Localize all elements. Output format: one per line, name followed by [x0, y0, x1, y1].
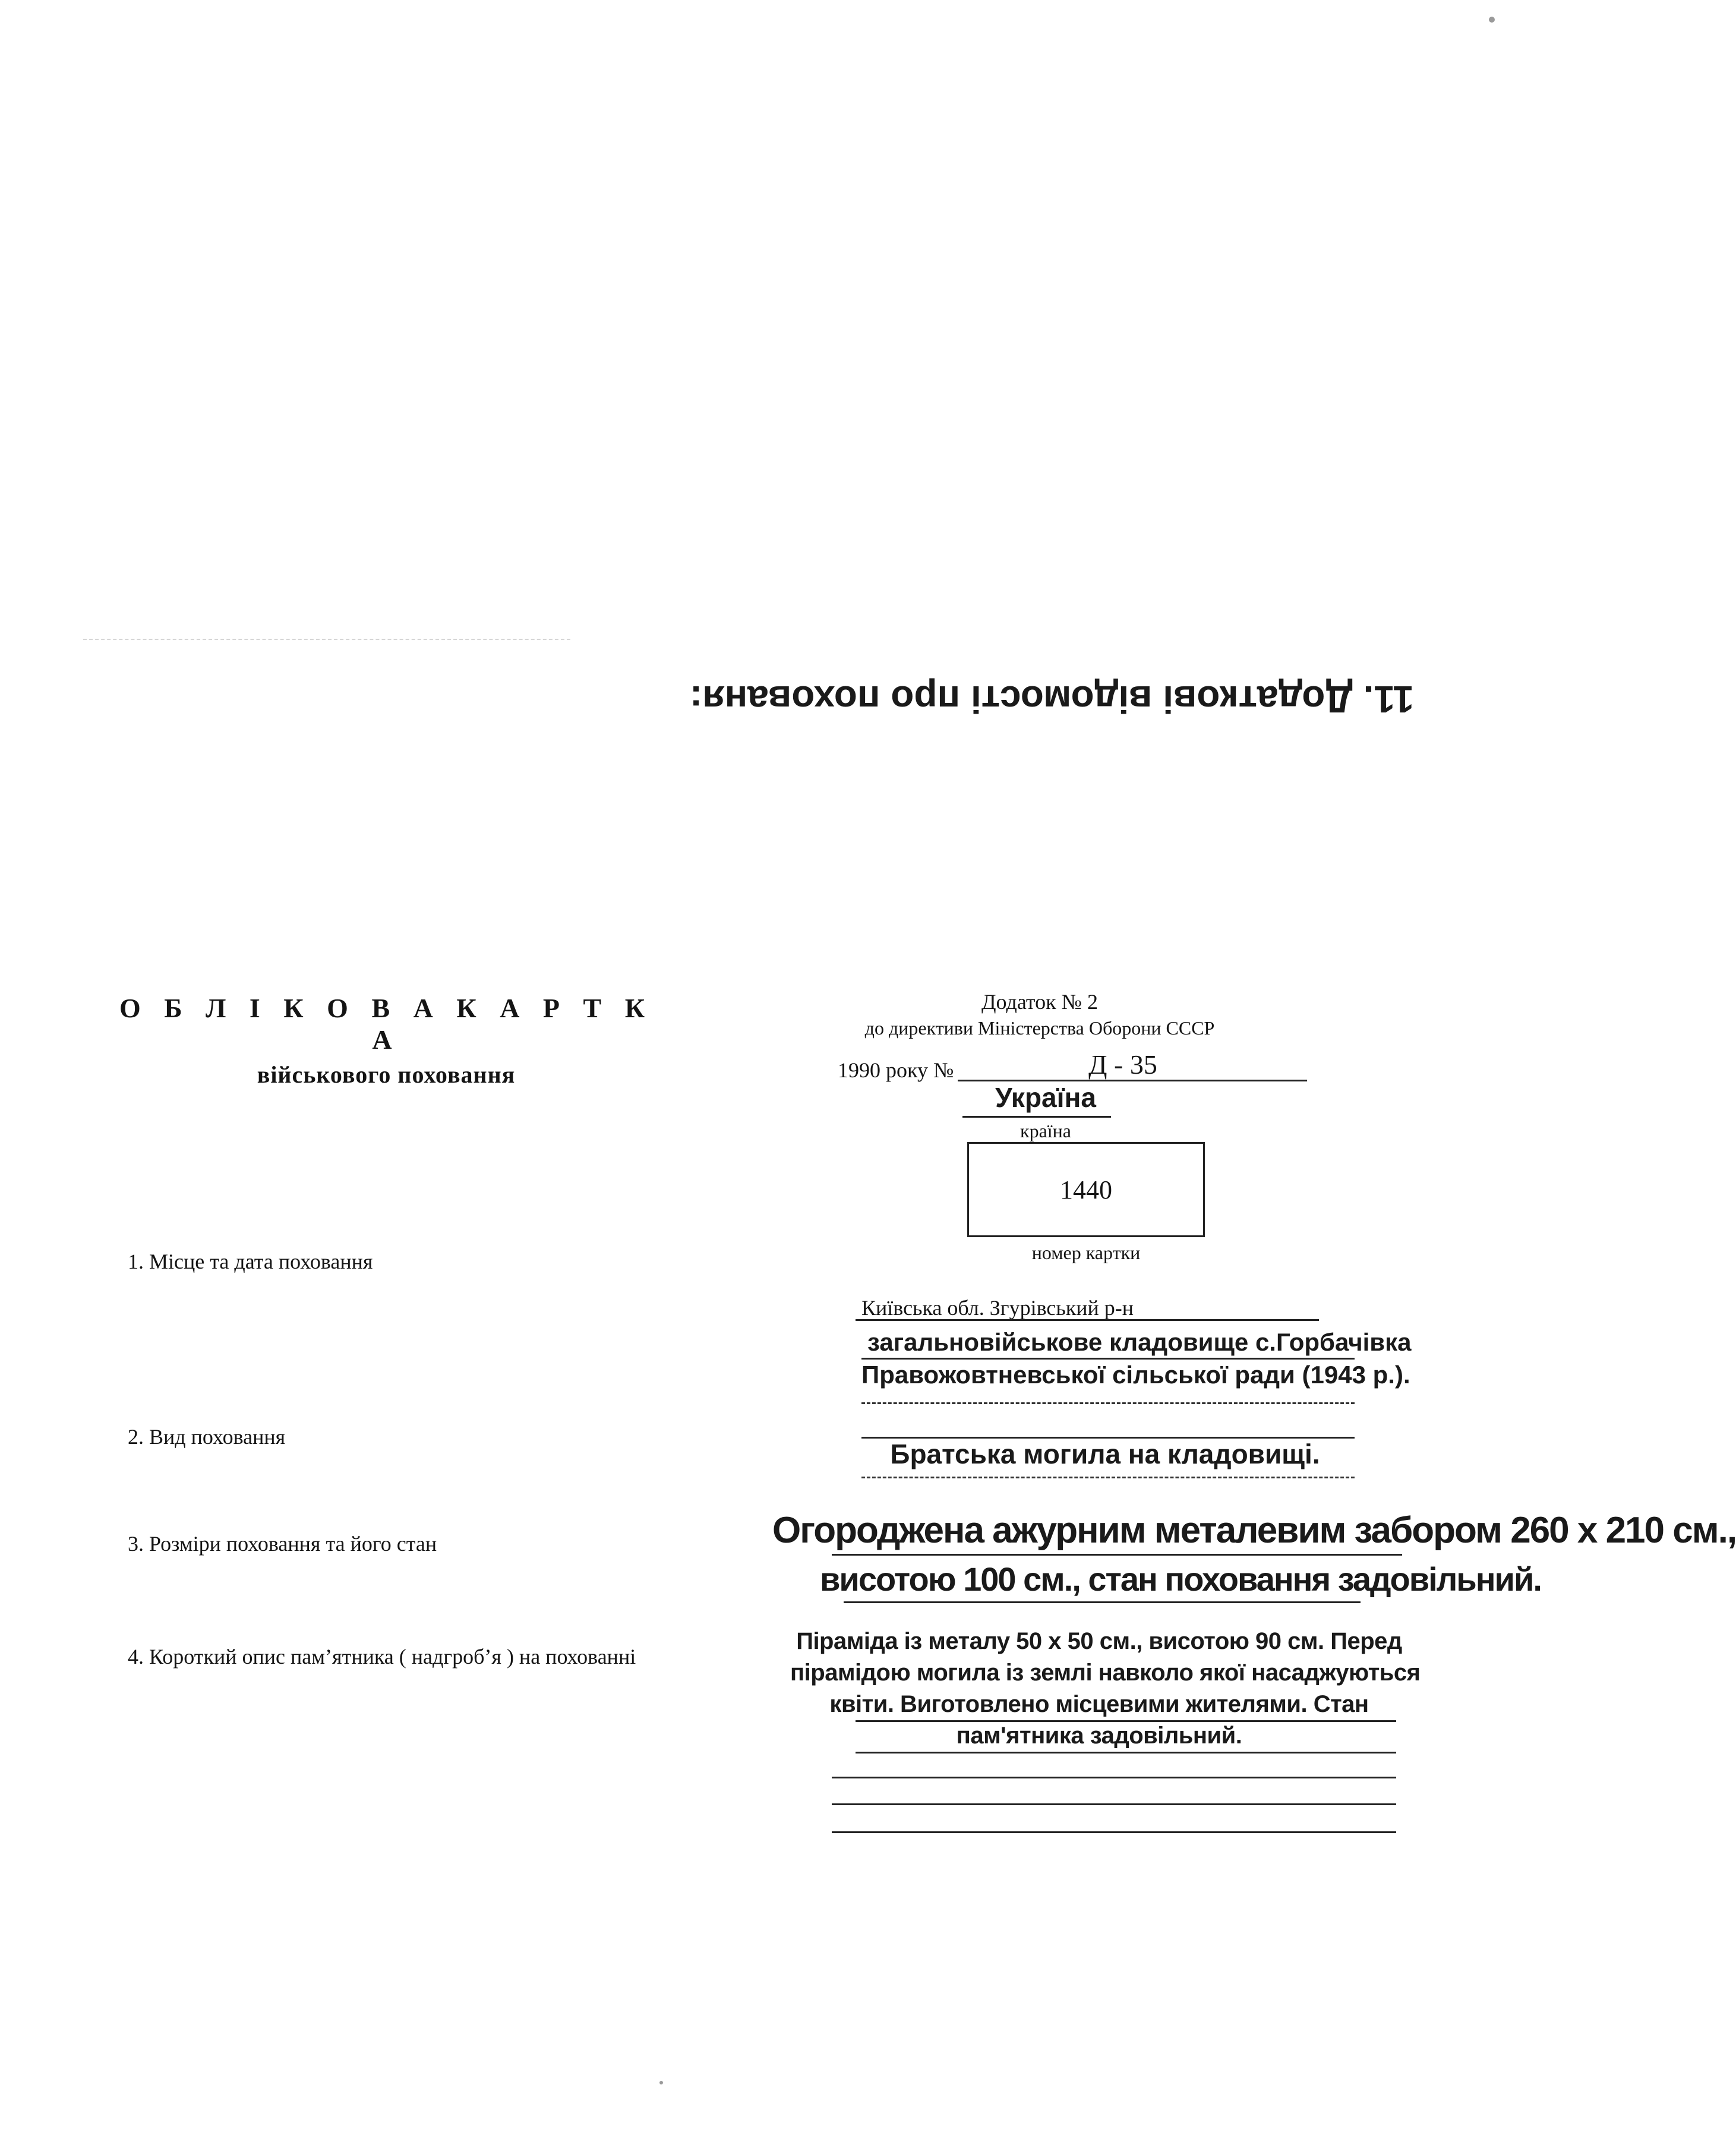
type-underline	[861, 1477, 1355, 1478]
reverse-side-heading: 11. Додаткові відомості про похованя:	[689, 678, 1414, 721]
burial-size-line-2: висотою 100 см., стан поховання задовільний.	[820, 1560, 1541, 1598]
size-line-2-underline	[844, 1601, 1361, 1603]
directive-year-label: 1990 року №	[838, 1058, 954, 1082]
card-number-box	[967, 1142, 1205, 1237]
monument-blank-line-1	[832, 1777, 1396, 1778]
place-cemetery-underline	[861, 1358, 1355, 1360]
burial-type-value: Братська могила на кладовищі.	[890, 1439, 1320, 1469]
monument-line-1: Піраміда із металу 50 х 50 см., висотою 90 см. Перед	[796, 1628, 1402, 1654]
country-caption: країна	[1020, 1120, 1071, 1141]
card-number-caption: номер картки	[1031, 1242, 1141, 1263]
label-burial-type: 2. Вид поховання	[128, 1425, 286, 1449]
label-place-and-date: 1. Місце та дата поховання	[128, 1250, 373, 1273]
monument-line-4: пам'ятника задовільний.	[956, 1723, 1242, 1749]
monument-blank-line-3	[832, 1831, 1396, 1833]
place-council-year: Правожовтневської сільської ради (1943 р.).	[861, 1361, 1410, 1389]
directive-number: Д - 35	[1088, 1049, 1157, 1080]
card-subtitle: військового поховання	[257, 1061, 516, 1088]
size-line-1-underline	[832, 1554, 1402, 1556]
monument-blank-line-2	[832, 1803, 1396, 1805]
country-underline	[962, 1116, 1111, 1118]
place-region-underline	[856, 1319, 1319, 1321]
place-extra-line	[861, 1402, 1355, 1404]
fold-line-mark	[83, 639, 570, 640]
label-monument-description: 4. Короткий опис пам’ятника ( надгроб’я ) на похованні	[128, 1645, 636, 1669]
country-value: Україна	[995, 1082, 1096, 1113]
scan-speck	[659, 2081, 663, 2084]
monument-line-3-underline	[856, 1720, 1396, 1722]
place-region: Київська обл. Згурівський р-н	[861, 1296, 1134, 1320]
card-number-value: 1440	[1060, 1175, 1112, 1204]
label-burial-size-condition: 3. Розміри поховання та його стан	[128, 1532, 437, 1556]
monument-line-2: пірамідою могила із землі навколо якої насаджуються	[790, 1660, 1421, 1686]
monument-line-3: квіти. Виготовлено місцевими жителями. Стан	[829, 1691, 1369, 1717]
place-cemetery: загальновійськове кладовище с.Горбачівка	[867, 1328, 1412, 1356]
appendix-directive: до директиви Міністерства Оборони СССР	[864, 1017, 1215, 1039]
burial-size-line-1: Огороджена ажурним металевим забором 260 х 210 см.,	[772, 1510, 1736, 1551]
card-title: О Б Л І К О В А К А Р Т К А	[119, 993, 654, 1055]
monument-line-4-underline	[856, 1752, 1396, 1753]
appendix-number: Додаток № 2	[981, 990, 1098, 1014]
scan-speck	[1489, 17, 1495, 23]
